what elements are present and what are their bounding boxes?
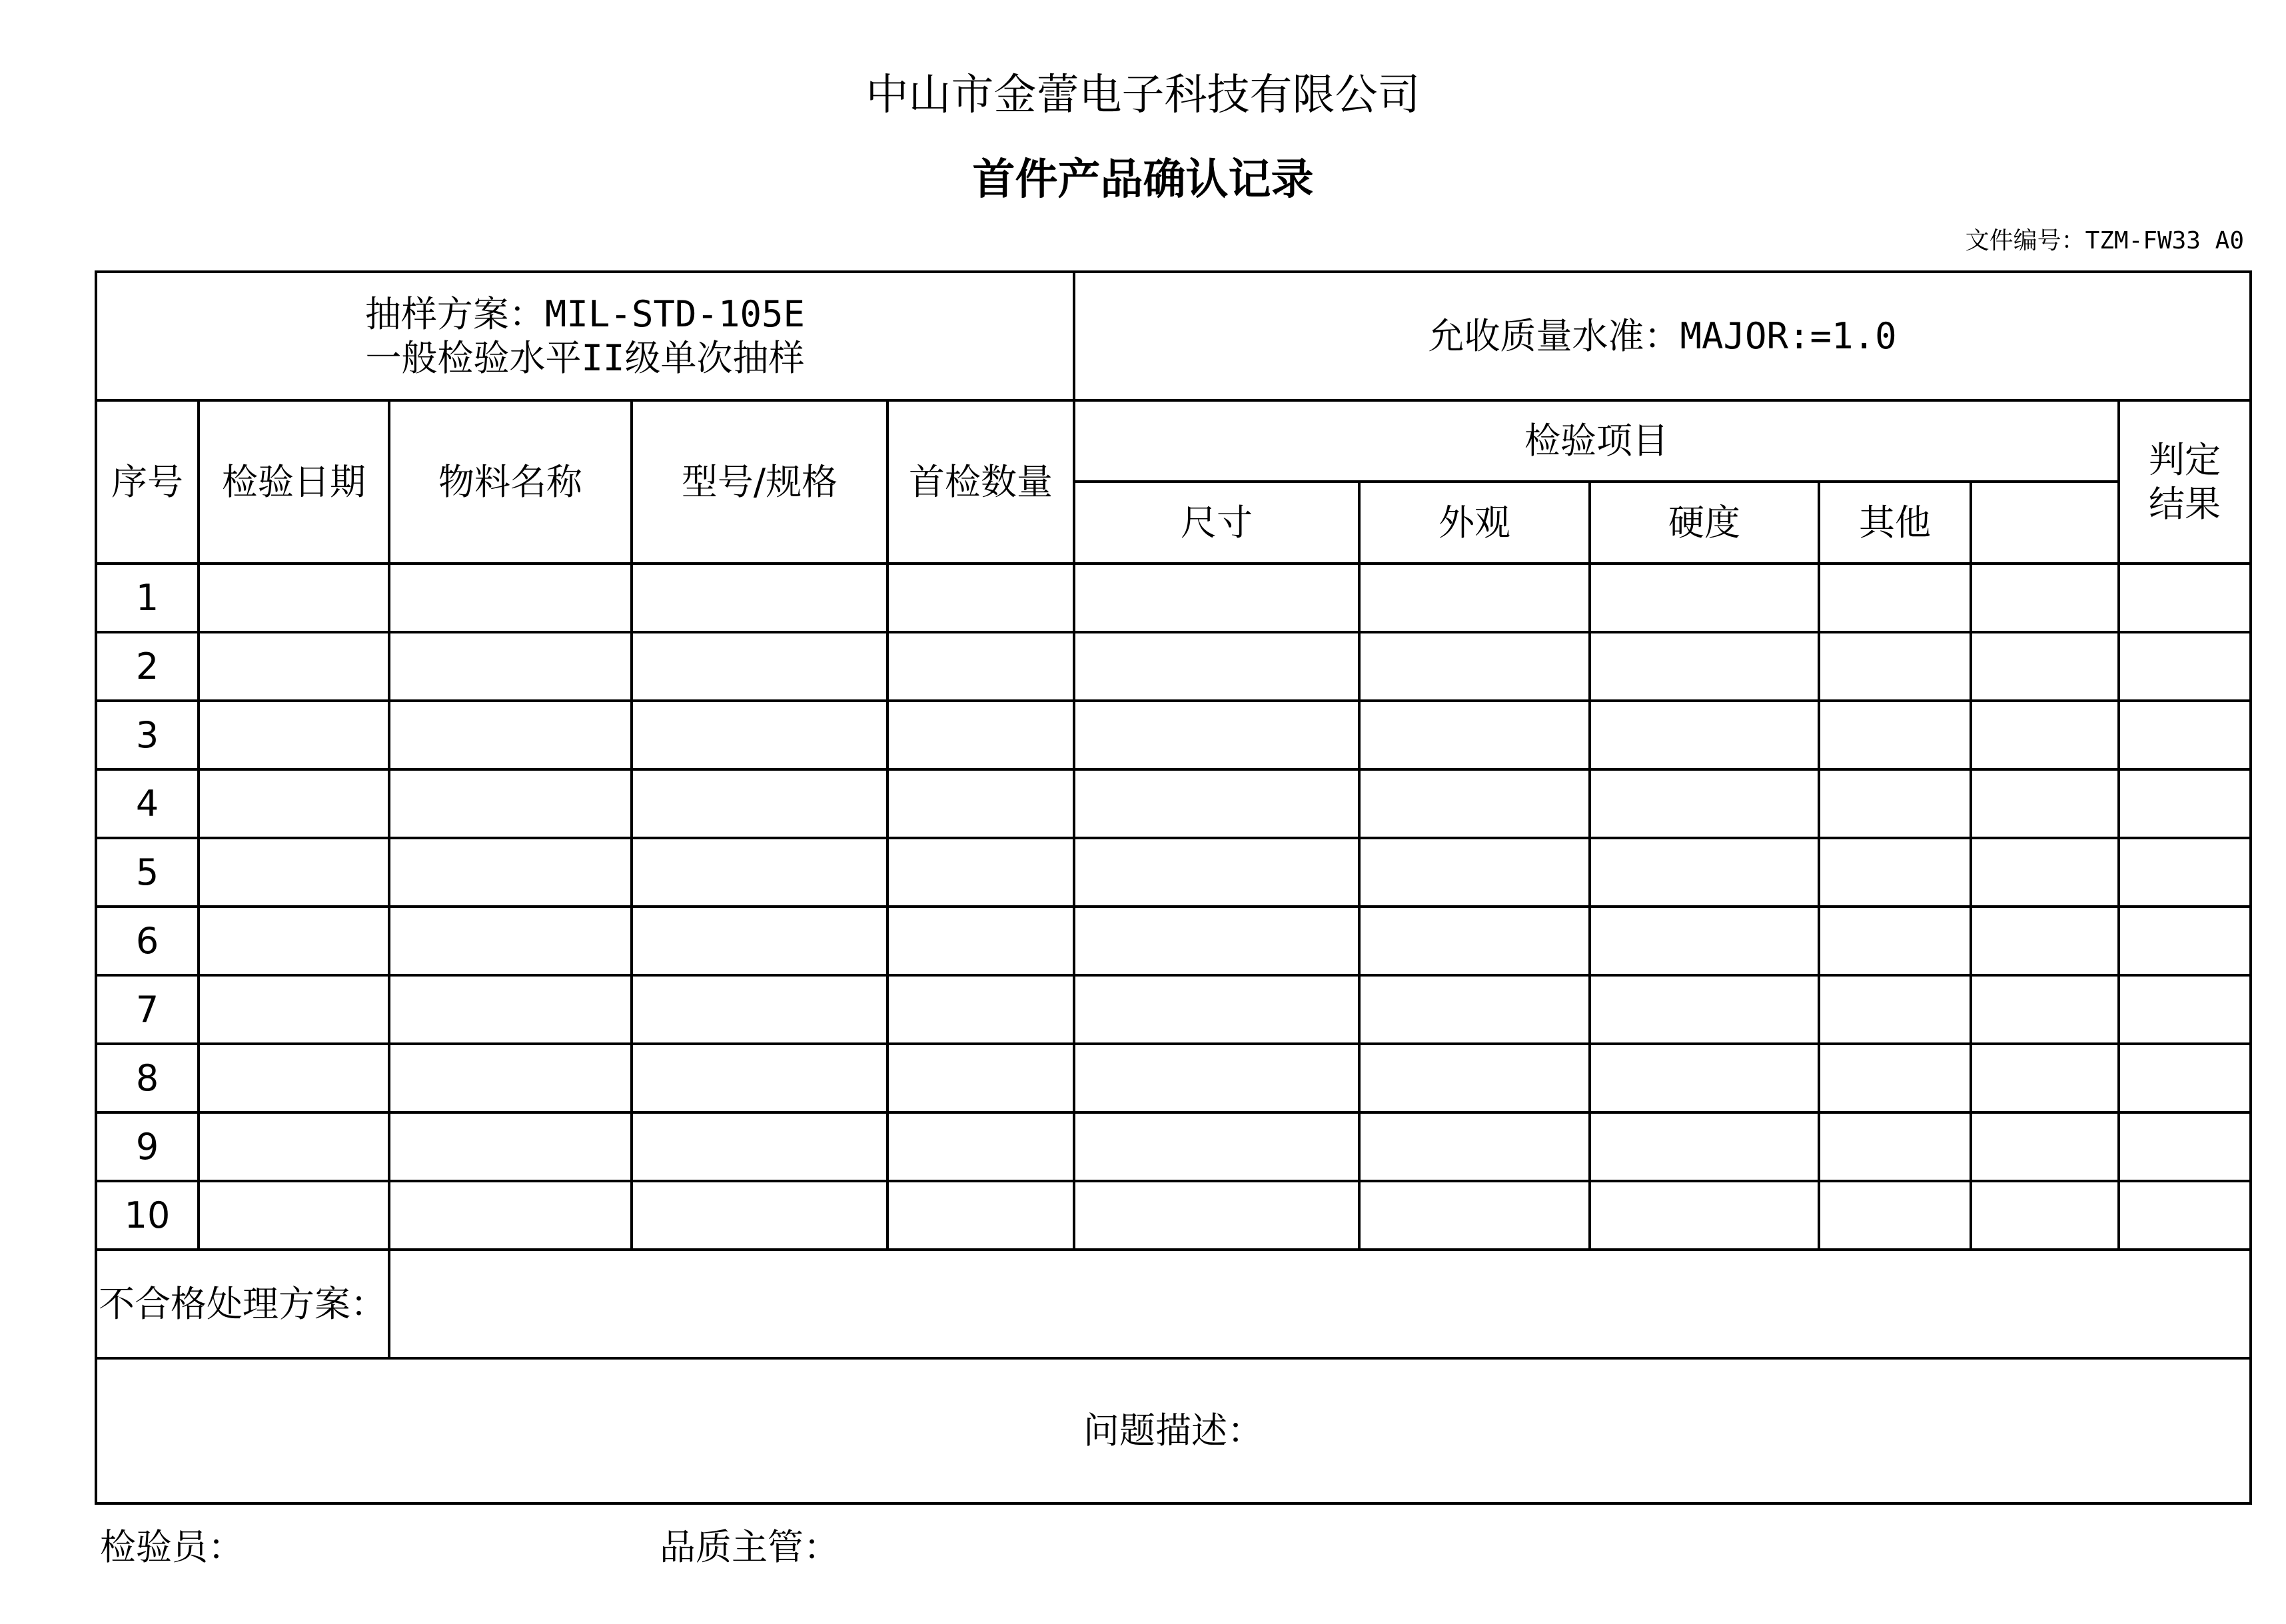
form-title: 首件产品确认记录: [972, 155, 1314, 204]
cell-appearance[interactable]: [1359, 632, 1590, 701]
header-judgement-line1: 判定: [2149, 438, 2221, 481]
cell-hardness[interactable]: [1590, 769, 1819, 838]
cell-size[interactable]: [1074, 564, 1359, 632]
cell-model[interactable]: [632, 1112, 887, 1181]
cell-extra[interactable]: [1971, 769, 2119, 838]
cell-date[interactable]: [199, 838, 389, 907]
cell-appearance[interactable]: [1359, 838, 1590, 907]
cell-result[interactable]: [2119, 838, 2251, 907]
cell-date[interactable]: [199, 1181, 389, 1250]
table-row: [96, 701, 2251, 769]
header-judgement-line2: 结果: [2149, 482, 2221, 525]
table-row: [96, 632, 2251, 701]
header-size: 尺寸: [1074, 482, 1359, 564]
cell-other[interactable]: [1819, 838, 1971, 907]
cell-extra[interactable]: [1971, 1181, 2119, 1250]
cell-material[interactable]: [389, 564, 632, 632]
cell-result[interactable]: [2119, 701, 2251, 769]
cell-material[interactable]: [389, 632, 632, 701]
cell-qty[interactable]: [887, 1181, 1074, 1250]
company-name: 中山市金蕾电子科技有限公司: [865, 71, 1421, 120]
nonconforming-field[interactable]: [389, 1250, 2251, 1358]
cell-date[interactable]: [199, 632, 389, 701]
cell-size[interactable]: [1074, 907, 1359, 975]
header-other: 其他: [1819, 482, 1971, 564]
table-row: [96, 907, 2251, 975]
cell-date[interactable]: [199, 1112, 389, 1181]
cell-material[interactable]: [389, 838, 632, 907]
cell-model[interactable]: [632, 1181, 887, 1250]
cell-other[interactable]: [1819, 1044, 1971, 1112]
table-row: [96, 1044, 2251, 1112]
cell-qty[interactable]: [887, 975, 1074, 1044]
row-seq: 9: [96, 1112, 199, 1181]
cell-size[interactable]: [1074, 632, 1359, 701]
cell-date[interactable]: [199, 1044, 389, 1112]
cell-other[interactable]: [1819, 1112, 1971, 1181]
cell-appearance[interactable]: [1359, 1112, 1590, 1181]
cell-other[interactable]: [1819, 1181, 1971, 1250]
sampling-plan-cell: [96, 272, 1074, 400]
cell-other[interactable]: [1819, 564, 1971, 632]
cell-material[interactable]: [389, 975, 632, 1044]
cell-date[interactable]: [199, 975, 389, 1044]
cell-hardness[interactable]: [1590, 1112, 1819, 1181]
sampling-plan-line2: 一般检验水平II级单次抽样: [365, 336, 805, 379]
inspection-record-table: [95, 270, 2252, 1505]
cell-model[interactable]: [632, 907, 887, 975]
quality-supervisor-signature-label: 品质主管：: [660, 1526, 840, 1568]
table-row: [96, 1181, 2251, 1250]
cell-size[interactable]: [1074, 838, 1359, 907]
cell-qty[interactable]: [887, 838, 1074, 907]
row-seq: 2: [96, 632, 199, 701]
cell-hardness[interactable]: [1590, 838, 1819, 907]
cell-material[interactable]: [389, 769, 632, 838]
cell-appearance[interactable]: [1359, 975, 1590, 1044]
row-seq: 8: [96, 1044, 199, 1112]
row-seq: 10: [96, 1181, 199, 1250]
cell-material[interactable]: [389, 701, 632, 769]
cell-model[interactable]: [632, 701, 887, 769]
cell-extra[interactable]: [1971, 975, 2119, 1044]
sampling-plan-line1: 抽样方案：MIL-STD-105E: [364, 292, 806, 335]
cell-qty[interactable]: [887, 1044, 1074, 1112]
cell-extra[interactable]: [1971, 701, 2119, 769]
table-row: [96, 564, 2251, 632]
document-number-label: 文件编号：: [1965, 227, 2085, 254]
row-seq: 6: [96, 907, 199, 975]
cell-qty[interactable]: [887, 701, 1074, 769]
cell-other[interactable]: [1819, 907, 1971, 975]
inspector-signature-label: 检验员：: [100, 1526, 244, 1568]
problem-description-label: 问题描述：: [1083, 1410, 1264, 1451]
header-seq: 序号: [96, 400, 199, 564]
cell-model[interactable]: [632, 564, 887, 632]
cell-size[interactable]: [1074, 1112, 1359, 1181]
cell-extra[interactable]: [1971, 632, 2119, 701]
cell-appearance[interactable]: [1359, 564, 1590, 632]
header-appearance: 外观: [1359, 482, 1590, 564]
header-model-spec: 型号/规格: [632, 400, 887, 564]
aql-cell: 允收质量水准：MAJOR:=1.0: [1074, 272, 2251, 400]
cell-qty[interactable]: [887, 564, 1074, 632]
problem-description-field[interactable]: [96, 1358, 2251, 1503]
row-seq: 4: [96, 769, 199, 838]
cell-size[interactable]: [1074, 769, 1359, 838]
cell-material[interactable]: [389, 1181, 632, 1250]
cell-date[interactable]: [199, 769, 389, 838]
table-row: [96, 975, 2251, 1044]
document-number: [1966, 226, 2244, 256]
nonconforming-label: 不合格处理方案：: [96, 1250, 389, 1358]
cell-size[interactable]: [1074, 701, 1359, 769]
cell-result[interactable]: [2119, 564, 2251, 632]
header-inspection-date: 检验日期: [199, 400, 389, 564]
table-row: [96, 769, 2251, 838]
header-inspection-items: 检验项目: [1074, 400, 2119, 482]
cell-date[interactable]: [199, 907, 389, 975]
header-extra: [1971, 482, 2119, 564]
cell-model[interactable]: [632, 1044, 887, 1112]
cell-qty[interactable]: [887, 632, 1074, 701]
cell-model[interactable]: [632, 632, 887, 701]
cell-result[interactable]: [2119, 907, 2251, 975]
row-seq: 1: [96, 564, 199, 632]
cell-result[interactable]: [2119, 1112, 2251, 1181]
cell-extra[interactable]: [1971, 838, 2119, 907]
cell-other[interactable]: [1819, 701, 1971, 769]
cell-hardness[interactable]: [1590, 1044, 1819, 1112]
cell-result[interactable]: [2119, 975, 2251, 1044]
cell-hardness[interactable]: [1590, 564, 1819, 632]
cell-hardness[interactable]: [1590, 701, 1819, 769]
cell-result[interactable]: [2119, 1181, 2251, 1250]
cell-appearance[interactable]: [1359, 1181, 1590, 1250]
cell-other[interactable]: [1819, 632, 1971, 701]
cell-material[interactable]: [389, 1044, 632, 1112]
cell-appearance[interactable]: [1359, 1044, 1590, 1112]
cell-result[interactable]: [2119, 769, 2251, 838]
header-material-name: 物料名称: [389, 400, 632, 564]
cell-result[interactable]: [2119, 1044, 2251, 1112]
cell-size[interactable]: [1074, 1044, 1359, 1112]
cell-appearance[interactable]: [1359, 701, 1590, 769]
cell-extra[interactable]: [1971, 907, 2119, 975]
header-judgement-result: [2119, 400, 2251, 564]
row-seq: 7: [96, 975, 199, 1044]
cell-extra[interactable]: [1971, 564, 2119, 632]
cell-hardness[interactable]: [1590, 1181, 1819, 1250]
cell-hardness[interactable]: [1590, 632, 1819, 701]
cell-material[interactable]: [389, 1112, 632, 1181]
cell-qty[interactable]: [887, 1112, 1074, 1181]
header-hardness: 硬度: [1590, 482, 1819, 564]
table-row: [96, 838, 2251, 907]
cell-model[interactable]: [632, 769, 887, 838]
cell-material[interactable]: [389, 907, 632, 975]
cell-hardness[interactable]: [1590, 907, 1819, 975]
cell-size[interactable]: [1074, 975, 1359, 1044]
cell-hardness[interactable]: [1590, 975, 1819, 1044]
cell-date[interactable]: [199, 701, 389, 769]
cell-other[interactable]: [1819, 769, 1971, 838]
cell-model[interactable]: [632, 975, 887, 1044]
cell-date[interactable]: [199, 564, 389, 632]
cell-extra[interactable]: [1971, 1112, 2119, 1181]
row-seq: 5: [96, 838, 199, 907]
cell-extra[interactable]: [1971, 1044, 2119, 1112]
cell-other[interactable]: [1819, 975, 1971, 1044]
header-first-qty: 首检数量: [887, 400, 1074, 564]
cell-qty[interactable]: [887, 769, 1074, 838]
table-row: [96, 1112, 2251, 1181]
cell-result[interactable]: [2119, 632, 2251, 701]
cell-appearance[interactable]: [1359, 907, 1590, 975]
cell-model[interactable]: [632, 838, 887, 907]
row-seq: 3: [96, 701, 199, 769]
cell-size[interactable]: [1074, 1181, 1359, 1250]
cell-qty[interactable]: [887, 907, 1074, 975]
cell-appearance[interactable]: [1359, 769, 1590, 838]
document-number-value: TZM-FW33 A0: [2085, 227, 2244, 254]
